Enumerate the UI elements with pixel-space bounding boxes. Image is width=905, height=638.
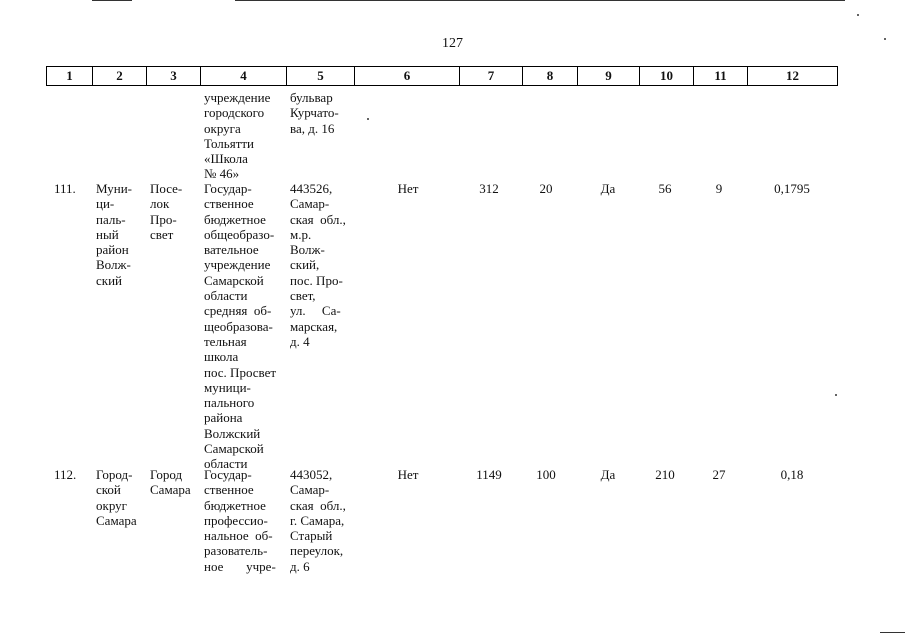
row-111-col4: Государ- ственное бюджетное общеобразо- вательное учреждение Самарской области средняя об- щеобразова- тельная школа пос. Просвет муници- пального района Волжский Самарской области bbox=[204, 181, 277, 472]
col-header: 11 bbox=[694, 67, 748, 85]
row-112-num: 112. bbox=[54, 467, 77, 482]
col-header: 10 bbox=[640, 67, 694, 85]
row-111-col12: 0,1795 bbox=[774, 181, 810, 196]
col-header: 5 bbox=[287, 67, 355, 85]
col-header: 4 bbox=[201, 67, 287, 85]
row-112-col10: 210 bbox=[655, 467, 675, 482]
column-header-row bbox=[46, 66, 838, 86]
row-111-col3: Посе- лок Про- свет bbox=[150, 181, 183, 242]
row-112-col3: Город Самара bbox=[150, 467, 191, 498]
scan-edge-line bbox=[880, 632, 905, 633]
row-111-col7: 312 bbox=[479, 181, 499, 196]
row-112-col12: 0,18 bbox=[780, 467, 804, 482]
row-112-col6: Нет bbox=[397, 467, 419, 482]
row-112-col4: Государ- ственное бюджетное профессио- нальное об- разователь- ное учре- bbox=[204, 467, 276, 574]
col-header: 6 bbox=[355, 67, 460, 85]
row-111-col10: 56 bbox=[658, 181, 672, 196]
col-header: 8 bbox=[523, 67, 578, 85]
row-111-num: 111. bbox=[54, 181, 76, 196]
row-112-col5: 443052, Самар- ская обл., г. Самара, Старый переулок, д. 6 bbox=[290, 467, 346, 574]
row-112-col2: Город- ской округ Самара bbox=[96, 467, 137, 528]
row-112-col11: 27 bbox=[712, 467, 726, 482]
row-112-col8: 100 bbox=[536, 467, 556, 482]
row-111-col5: 443526, Самар- ская обл., м.р. Волж- ский, пос. Про- свет, ул. Са- марская, д. 4 bbox=[290, 181, 346, 349]
col-header: 7 bbox=[460, 67, 523, 85]
row-111-col6: Нет bbox=[397, 181, 419, 196]
row-112-col9: Да bbox=[600, 467, 616, 482]
scan-speck bbox=[367, 118, 369, 120]
col-header: 12 bbox=[786, 68, 799, 83]
col-header: 1 bbox=[47, 67, 93, 85]
row-111-col11: 9 bbox=[715, 181, 723, 196]
page-number: 127 bbox=[442, 36, 463, 51]
scan-edge-line bbox=[235, 0, 845, 1]
row-112-col7: 1149 bbox=[476, 467, 502, 482]
scan-speck bbox=[835, 394, 837, 396]
continued-col4: учреждение городского округа Тольятти «Школа № 46» bbox=[204, 90, 271, 182]
row-111-col9: Да bbox=[600, 181, 616, 196]
row-111-col2: Муни- ци- паль- ный район Волж- ский bbox=[96, 181, 132, 288]
row-111-col8: 20 bbox=[539, 181, 553, 196]
scan-speck bbox=[857, 14, 859, 16]
scan-edge-line bbox=[92, 0, 132, 1]
col-header: 9 bbox=[578, 67, 640, 85]
col-header: 2 bbox=[93, 67, 147, 85]
col-header: 3 bbox=[147, 67, 201, 85]
continued-col5: бульвар Курчато- ва, д. 16 bbox=[290, 90, 339, 136]
